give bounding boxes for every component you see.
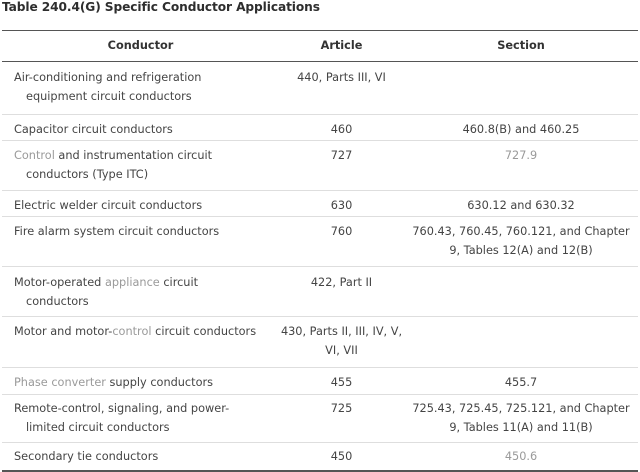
conductor-applications-table bbox=[2, 30, 638, 472]
section-cell: 460.8(B) and 460.25 bbox=[404, 115, 638, 141]
table-row bbox=[2, 115, 638, 141]
section-cell: 455.7 bbox=[404, 368, 638, 395]
conductor-text-muted: Control bbox=[14, 149, 55, 162]
section-cell bbox=[404, 267, 638, 317]
article-cell: 430, Parts II, III, IV, V, VI, VII bbox=[279, 317, 404, 368]
article-cell: 630 bbox=[279, 191, 404, 217]
table-row bbox=[2, 217, 638, 267]
conductor-text: Fire alarm system circuit conductors bbox=[14, 225, 220, 238]
section-cell: 725.43, 725.45, 725.121, and Chapter 9, Tables 11(A) and 11(B) bbox=[404, 395, 638, 443]
table-row bbox=[2, 267, 638, 317]
section-cell bbox=[404, 62, 638, 115]
conductor-text: Remote-control, signaling, and power- bbox=[14, 402, 230, 415]
section-cell: 630.12 and 630.32 bbox=[404, 191, 638, 217]
section-cell: 727.9 bbox=[404, 141, 638, 191]
conductor-cell bbox=[2, 217, 279, 267]
section-cell: 760.43, 760.45, 760.121, and Chapter 9, Tables 12(A) and 12(B) bbox=[404, 217, 638, 267]
article-cell: 725 bbox=[279, 395, 404, 443]
conductor-text: Secondary tie conductors bbox=[14, 450, 159, 463]
table-row bbox=[2, 62, 638, 115]
table-title: Table 240.4(G) Specific Conductor Applications bbox=[2, 0, 320, 14]
article-cell: 460 bbox=[279, 115, 404, 141]
conductor-text-continued: conductors (Type ITC) bbox=[26, 167, 149, 181]
table-row bbox=[2, 141, 638, 191]
conductor-text: Air-conditioning and refrigeration bbox=[14, 71, 202, 84]
table-row bbox=[2, 368, 638, 395]
conductor-cell bbox=[2, 267, 279, 317]
section-cell bbox=[404, 317, 638, 368]
conductor-text-continued: equipment circuit conductors bbox=[26, 89, 192, 103]
conductor-cell bbox=[2, 443, 279, 471]
section-cell: 450.6 bbox=[404, 443, 638, 471]
table-row bbox=[2, 191, 638, 217]
conductor-cell bbox=[2, 395, 279, 443]
conductor-cell bbox=[2, 141, 279, 191]
article-cell: 455 bbox=[279, 368, 404, 395]
header-article: Article bbox=[279, 31, 404, 62]
article-cell: 760 bbox=[279, 217, 404, 267]
conductor-text: Capacitor circuit conductors bbox=[14, 123, 173, 136]
conductor-text-continued: limited circuit conductors bbox=[26, 420, 170, 434]
header-section: Section bbox=[404, 31, 638, 62]
table-row bbox=[2, 395, 638, 443]
conductor-table-container bbox=[2, 30, 638, 472]
conductor-cell bbox=[2, 317, 279, 368]
conductor-text-muted: control bbox=[112, 325, 152, 338]
table-header-row bbox=[2, 31, 638, 62]
conductor-text-continued: conductors bbox=[26, 294, 89, 308]
table-row bbox=[2, 317, 638, 368]
conductor-text: Motor-operated bbox=[14, 276, 105, 289]
conductor-text: Motor and motor- bbox=[14, 325, 113, 338]
conductor-text: circuit conductors bbox=[151, 325, 257, 338]
conductor-text: Electric welder circuit conductors bbox=[14, 199, 203, 212]
conductor-text: circuit bbox=[159, 276, 199, 289]
conductor-text: supply conductors bbox=[105, 376, 214, 389]
conductor-cell bbox=[2, 368, 279, 395]
conductor-text-muted: appliance bbox=[104, 276, 160, 289]
table-row bbox=[2, 443, 638, 471]
article-cell: 450 bbox=[279, 443, 404, 471]
header-conductor: Conductor bbox=[2, 31, 279, 62]
article-cell: 440, Parts III, VI bbox=[297, 71, 386, 84]
conductor-text-muted: Phase converter bbox=[14, 376, 106, 389]
article-cell: 727 bbox=[279, 141, 404, 191]
conductor-cell bbox=[2, 115, 279, 141]
article-cell: 422, Part II bbox=[279, 267, 404, 317]
conductor-cell bbox=[2, 62, 279, 115]
conductor-text: and instrumentation circuit bbox=[54, 149, 213, 162]
conductor-cell bbox=[2, 191, 279, 217]
